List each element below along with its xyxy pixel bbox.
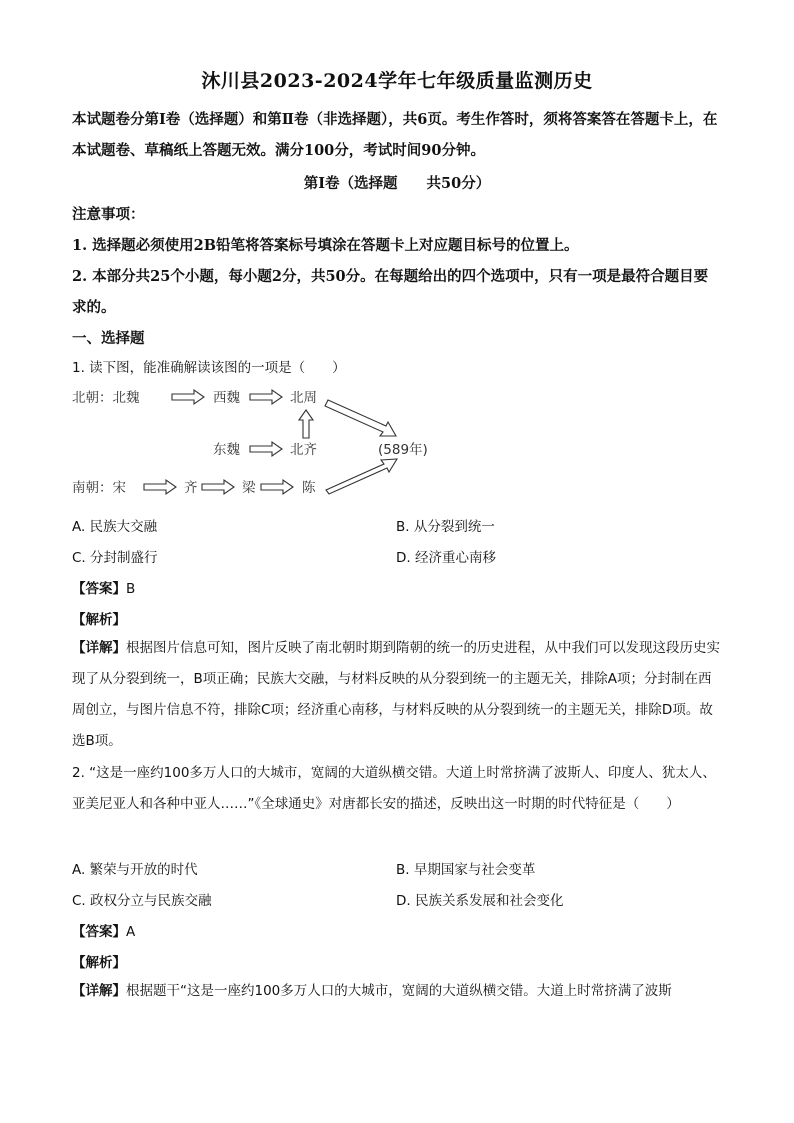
- q1-analysis-tag: 【解析】: [72, 612, 126, 628]
- q1-option-a: A. 民族大交融: [72, 519, 158, 535]
- label-northern-qi: 北齐: [290, 442, 317, 458]
- question-2-stem: 2. “这是一座约100多万人口的大城市，宽阔的大道纵横交错。大道上时常挤满了波斯人、印度人、犹太人、亚美尼亚人和各种中亚人……”《全球通史》对唐都长安的描述，反映出这一时期的时代特征是（ ）: [72, 765, 716, 812]
- q2-detail-tag: 【详解】: [72, 983, 126, 999]
- q2-option-c: C. 政权分立与民族交融: [72, 893, 212, 909]
- q1-option-b: B. 从分裂到统一: [396, 519, 495, 535]
- section-header: 第Ⅰ卷（选择题 共50分）: [303, 175, 491, 192]
- q2-answer-tag: 【答案】: [72, 924, 126, 940]
- q2-option-a: A. 繁荣与开放的时代: [72, 862, 198, 878]
- arrow-up-right: [326, 459, 397, 494]
- arrow-up: [299, 410, 313, 438]
- note-2: 2. 本部分共25个小题，每小题2分，共50分。在每题给出的四个选项中，只有一项是最符合题目要求的。: [72, 268, 709, 316]
- part-title: 一、选择题: [72, 330, 145, 347]
- label-eastern-wei: 东魏: [213, 442, 240, 458]
- q1-answer-tag: 【答案】: [72, 581, 126, 597]
- q1-option-d: D. 经济重心南移: [396, 550, 496, 566]
- q2-detail-text: 根据题干“这是一座约100多万人口的大城市，宽阔的大道纵横交错。大道上时常挤满了波斯: [126, 983, 672, 999]
- exam-title: 沐川县2023-2024学年七年级质量监测历史: [201, 70, 593, 92]
- label-chen: 陈: [302, 480, 316, 496]
- label-northern-zhou: 北周: [290, 390, 317, 406]
- label-south-song: 南朝：宋: [72, 480, 126, 496]
- q1-detail-text: 根据图片信息可知，图片反映了南北朝时期到隋朝的统一的历史进程，从中我们可以发现这段历史实现了从分裂到统一，B项正确；民族大交融，与材料反映的从分裂到统一的主题无关，排除A项；分封制在西周创立，与图片信息不符，排除C项；经济重心南移，与材料反映的从分裂到统一的主题无关，排除D项。故选B项。: [72, 640, 720, 749]
- q1-option-c: C. 分封制盛行: [72, 550, 158, 566]
- arrow-middle: [250, 442, 282, 456]
- notes-title: 注意事项：: [72, 206, 145, 223]
- q2-answer: [72, 920, 135, 940]
- arrow-south-3: [261, 480, 293, 494]
- arrow-north-1: [172, 390, 204, 404]
- q1-detail: [72, 633, 722, 757]
- q2-analysis-tag: 【解析】: [72, 955, 126, 971]
- note-1: 1. 选择题必须使用2B铅笔将答案标号填涂在答题卡上对应题目标号的位置上。: [72, 237, 579, 254]
- q2-option-b: B. 早期国家与社会变革: [396, 862, 536, 878]
- arrow-north-2: [250, 390, 282, 404]
- label-western-wei: 西魏: [213, 390, 240, 406]
- question-1-stem: 1. 读下图，能准确解读该图的一项是（ ）: [72, 360, 346, 376]
- exam-intro: 本试题卷分第Ⅰ卷（选择题）和第Ⅱ卷（非选择题），共6页。考生作答时，须将答案答在答题卡上，在本试题卷、草稿纸上答题无效。满分100分，考试时间90分钟。: [72, 111, 718, 159]
- arrow-south-1: [144, 480, 176, 494]
- arrow-south-2: [202, 480, 234, 494]
- label-liang: 梁: [242, 480, 256, 496]
- label-north-wei: 北朝：北魏: [72, 390, 140, 406]
- arrow-down-right: [325, 400, 396, 436]
- dynasty-diagram: [68, 380, 448, 500]
- q1-answer-value: B: [126, 581, 136, 597]
- label-year-589: (589年): [378, 442, 428, 458]
- q2-detail: [72, 976, 722, 1007]
- q1-detail-tag: 【详解】: [72, 640, 126, 656]
- label-qi: 齐: [184, 480, 198, 496]
- q2-answer-value: A: [126, 924, 136, 940]
- q1-answer: [72, 577, 135, 597]
- q2-option-d: D. 民族关系发展和社会变化: [396, 893, 564, 909]
